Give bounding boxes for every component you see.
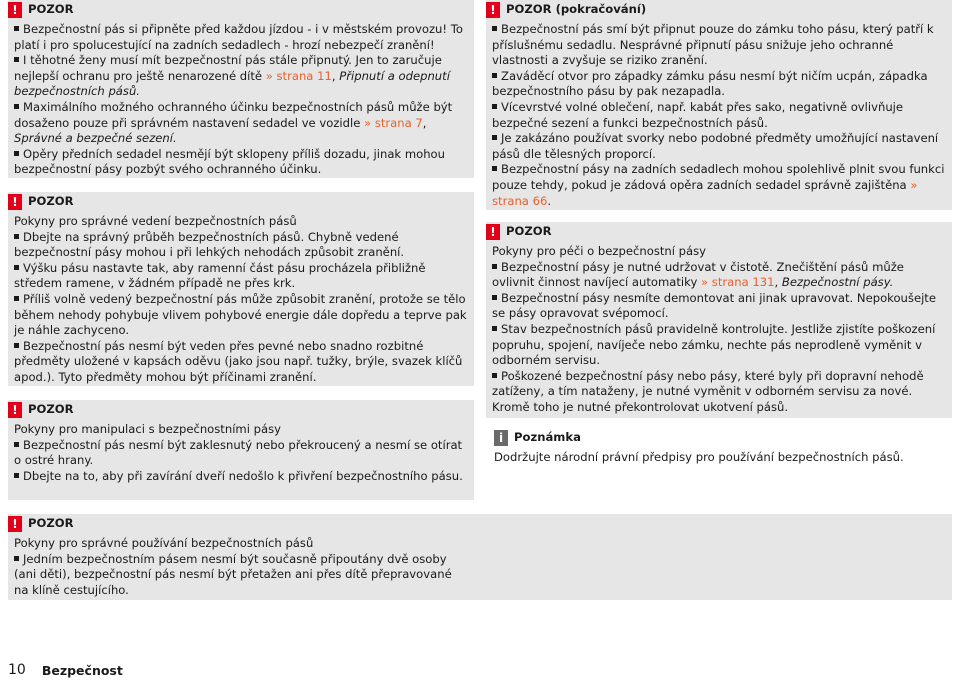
list-item: Stav bezpečnostních pásů pravidelně kontrolujte. Jestliže zjistíte poškození popruhu, spojení, navíječe nebo zámku, nechte pás neprodleně vyměnit v odborném servisu.: [492, 321, 936, 368]
warning-header: [486, 224, 946, 240]
warning-header: [8, 402, 468, 418]
warning-icon: !: [8, 516, 22, 532]
warning-box-belt-handling: [8, 400, 474, 500]
warning-lead: Pokyny pro správné používání bezpečnostních pásů: [14, 536, 314, 550]
paragraph: Bezpečnostní pás si připněte před každou jízdou - i v městském provozu! To platí i pro spolucestující na zadních sedadlech - hrozí nebezpečí zranění!: [14, 22, 463, 52]
warning-list: [14, 230, 468, 386]
bullet-icon: [14, 296, 19, 301]
warning-icon: !: [8, 2, 22, 18]
list-item: Je zakázáno používat svorky nebo podobné předměty umožňující nastavení pásů dle tělesných proporcí.: [492, 131, 939, 161]
warning-icon: !: [8, 402, 22, 418]
page-reference-link[interactable]: » strana 7: [364, 115, 423, 130]
bullet-icon: [492, 264, 497, 269]
bullet-icon: [492, 135, 497, 140]
note-header: [494, 430, 954, 446]
bullet-icon: [14, 442, 19, 447]
warning-box-seatbelt-use: [8, 0, 474, 178]
paragraph: Bezpečnostní pásy je nutné udržovat v čistotě. Znečištění pásů může ovlivnit činnost navíjecí automatiky » strana 131, Bezpečnostní pásy.: [492, 259, 904, 290]
paragraph: Bezpečnostní pásy na zadních sedadlech mohou spolehlivě plnit svou funkci pouze tehdy, pokud je zádová opěra zadních sedadel správně zajištěna » strana 66.: [492, 162, 945, 208]
bullet-icon: [14, 57, 19, 62]
warning-title: POZOR: [28, 194, 74, 209]
bullet-icon: [492, 26, 497, 31]
list-item: Zaváděcí otvor pro západky zámku pásu nesmí být ničím ucpán, západka bezpečnostního pásu by pak nezapadla.: [492, 68, 928, 99]
warning-header: [486, 2, 946, 18]
page-footer: [8, 663, 123, 679]
warning-list: [492, 22, 946, 162]
note-text: Dodržujte národní právní předpisy pro používání bezpečnostních pásů.: [494, 450, 904, 464]
warning-list: [492, 291, 946, 416]
paragraph: Maximálního možného ochranného účinku bezpečnostních pásů může být dosaženo pouze při správném nastavení sedadel ve vozidle » strana 7, Správné a bezpečné sezení.: [14, 99, 453, 146]
bullet-icon: [14, 26, 19, 31]
warning-icon: !: [486, 2, 500, 18]
bullet-icon: [14, 343, 19, 348]
warning-title: POZOR: [28, 516, 74, 531]
warning-lead: Pokyny pro péči o bezpečnostní pásy: [492, 244, 707, 258]
warning-list: [14, 552, 468, 599]
warning-box-belt-routing: [8, 192, 474, 386]
list-item: Bezpečnostní pás smí být připnut pouze do zámku toho pásu, který patří k příslušnému sedadlu. Nesprávné připnutí pásu snižuje jeho ochranné vlastnosti a zvyšuje se riziko zranění.: [492, 22, 934, 68]
bullet-icon: [14, 473, 19, 478]
bullet-icon: [14, 234, 19, 239]
bullet-icon: [492, 326, 497, 331]
section-name: Bezpečnost: [41, 663, 123, 678]
bullet-icon: [492, 104, 497, 109]
bullet-icon: [14, 556, 19, 561]
info-icon: i: [494, 430, 508, 446]
warning-lead: Pokyny pro manipulaci s bezpečnostními pásy: [14, 422, 281, 436]
list-item: Bezpečnostní pás nesmí být veden přes pevné nebo snadno rozbitné předměty uložené v kapsách oděvu (jako jsou např. tužky, brýle, svazek klíčů apod.). Tyto předměty mohou být příčinami zranění.: [14, 338, 463, 384]
note-box: [494, 430, 954, 466]
list-item: Poškozené bezpečnostní pásy nebo pásy, které byly při dopravní nehodě zatíženy, a tím nataženy, je nutné vyměnit v odborném servisu za nové. Kromě toho je nutné překontrolovat ukotvení pásů.: [492, 368, 924, 414]
page-reference-link[interactable]: » strana 131: [701, 275, 775, 290]
warning-list: [14, 438, 468, 485]
warning-header: [8, 2, 468, 18]
warning-box-continued: [486, 0, 952, 210]
paragraph: Opěry předních sedadel nesmějí být sklopeny příliš dozadu, jinak mohou bezpečnostní pásy pozbýt svého ochranného účinku.: [14, 146, 445, 177]
bullet-icon: [14, 265, 19, 270]
list-item: Dbejte na to, aby při zavírání dveří nedošlo k přivření bezpečnostního pásu.: [14, 469, 468, 485]
list-item: Vícevrstvé volné oblečení, např. kabát přes sako, negativně ovlivňuje bezpečné sezení a funkci bezpečnostních pásů.: [492, 99, 904, 130]
warning-icon: !: [8, 194, 22, 210]
page-number: 10: [8, 662, 26, 678]
bullet-icon: [492, 166, 497, 171]
page-reference-link[interactable]: » strana 11: [265, 68, 332, 83]
bullet-icon: [14, 151, 19, 156]
bullet-icon: [492, 295, 497, 300]
warning-lead: Pokyny pro správné vedení bezpečnostních pásů: [14, 214, 297, 228]
list-item: Výšku pásu nastavte tak, aby ramenní část pásu procházela přibližně středem ramene, v žádném případě ne přes krk.: [14, 260, 426, 291]
list-item: Příliš volně vedený bezpečnostní pás může způsobit zranění, protože se tělo během nehody pohybuje vlivem pohybové energie dále dopředu a teprve pak je náhle zachyceno.: [14, 291, 467, 338]
warning-title: POZOR: [506, 224, 552, 239]
bullet-icon: [492, 73, 497, 78]
warning-title: POZOR (pokračování): [506, 2, 647, 17]
bullet-icon: [14, 104, 19, 109]
page-reference-link[interactable]: » strana 66: [492, 177, 918, 208]
list-item: Jedním bezpečnostním pásem nesmí být současně připoutány dvě osoby (ani děti), bezpečnostní pás nesmí být přetažen ani přes dítě přepravované na klíně cestujícího.: [14, 551, 452, 597]
list-item: Bezpečnostní pásy nesmíte demontovat ani jinak upravovat. Nepokoušejte se pásy opravovat svépomocí.: [492, 290, 936, 321]
warning-box-belt-proper-use: [8, 514, 952, 600]
warning-icon: !: [486, 224, 500, 240]
list-item: Dbejte na správný průběh bezpečnostních pásů. Chybně vedené bezpečnostní pásy mohou i při lehkých nehodách způsobit zranění.: [14, 229, 405, 260]
paragraph: I těhotné ženy musí mít bezpečnostní pás stále připnutý. Jen to zaručuje nejlepší ochranu pro ještě nenarozené dítě » strana 11, Připnutí a odepnutí bezpečnostních pásů.: [14, 53, 450, 99]
warning-title: POZOR: [28, 402, 74, 417]
list-item: Bezpečnostní pás nesmí být zaklesnutý nebo překroucený a nesmí se otírat o ostré hrany.: [14, 437, 463, 468]
warning-title: POZOR: [28, 2, 74, 17]
warning-box-belt-care: [486, 222, 952, 418]
warning-header: [8, 194, 468, 210]
bullet-icon: [492, 373, 497, 378]
warning-header: [8, 516, 946, 532]
note-title: Poznámka: [514, 430, 581, 445]
